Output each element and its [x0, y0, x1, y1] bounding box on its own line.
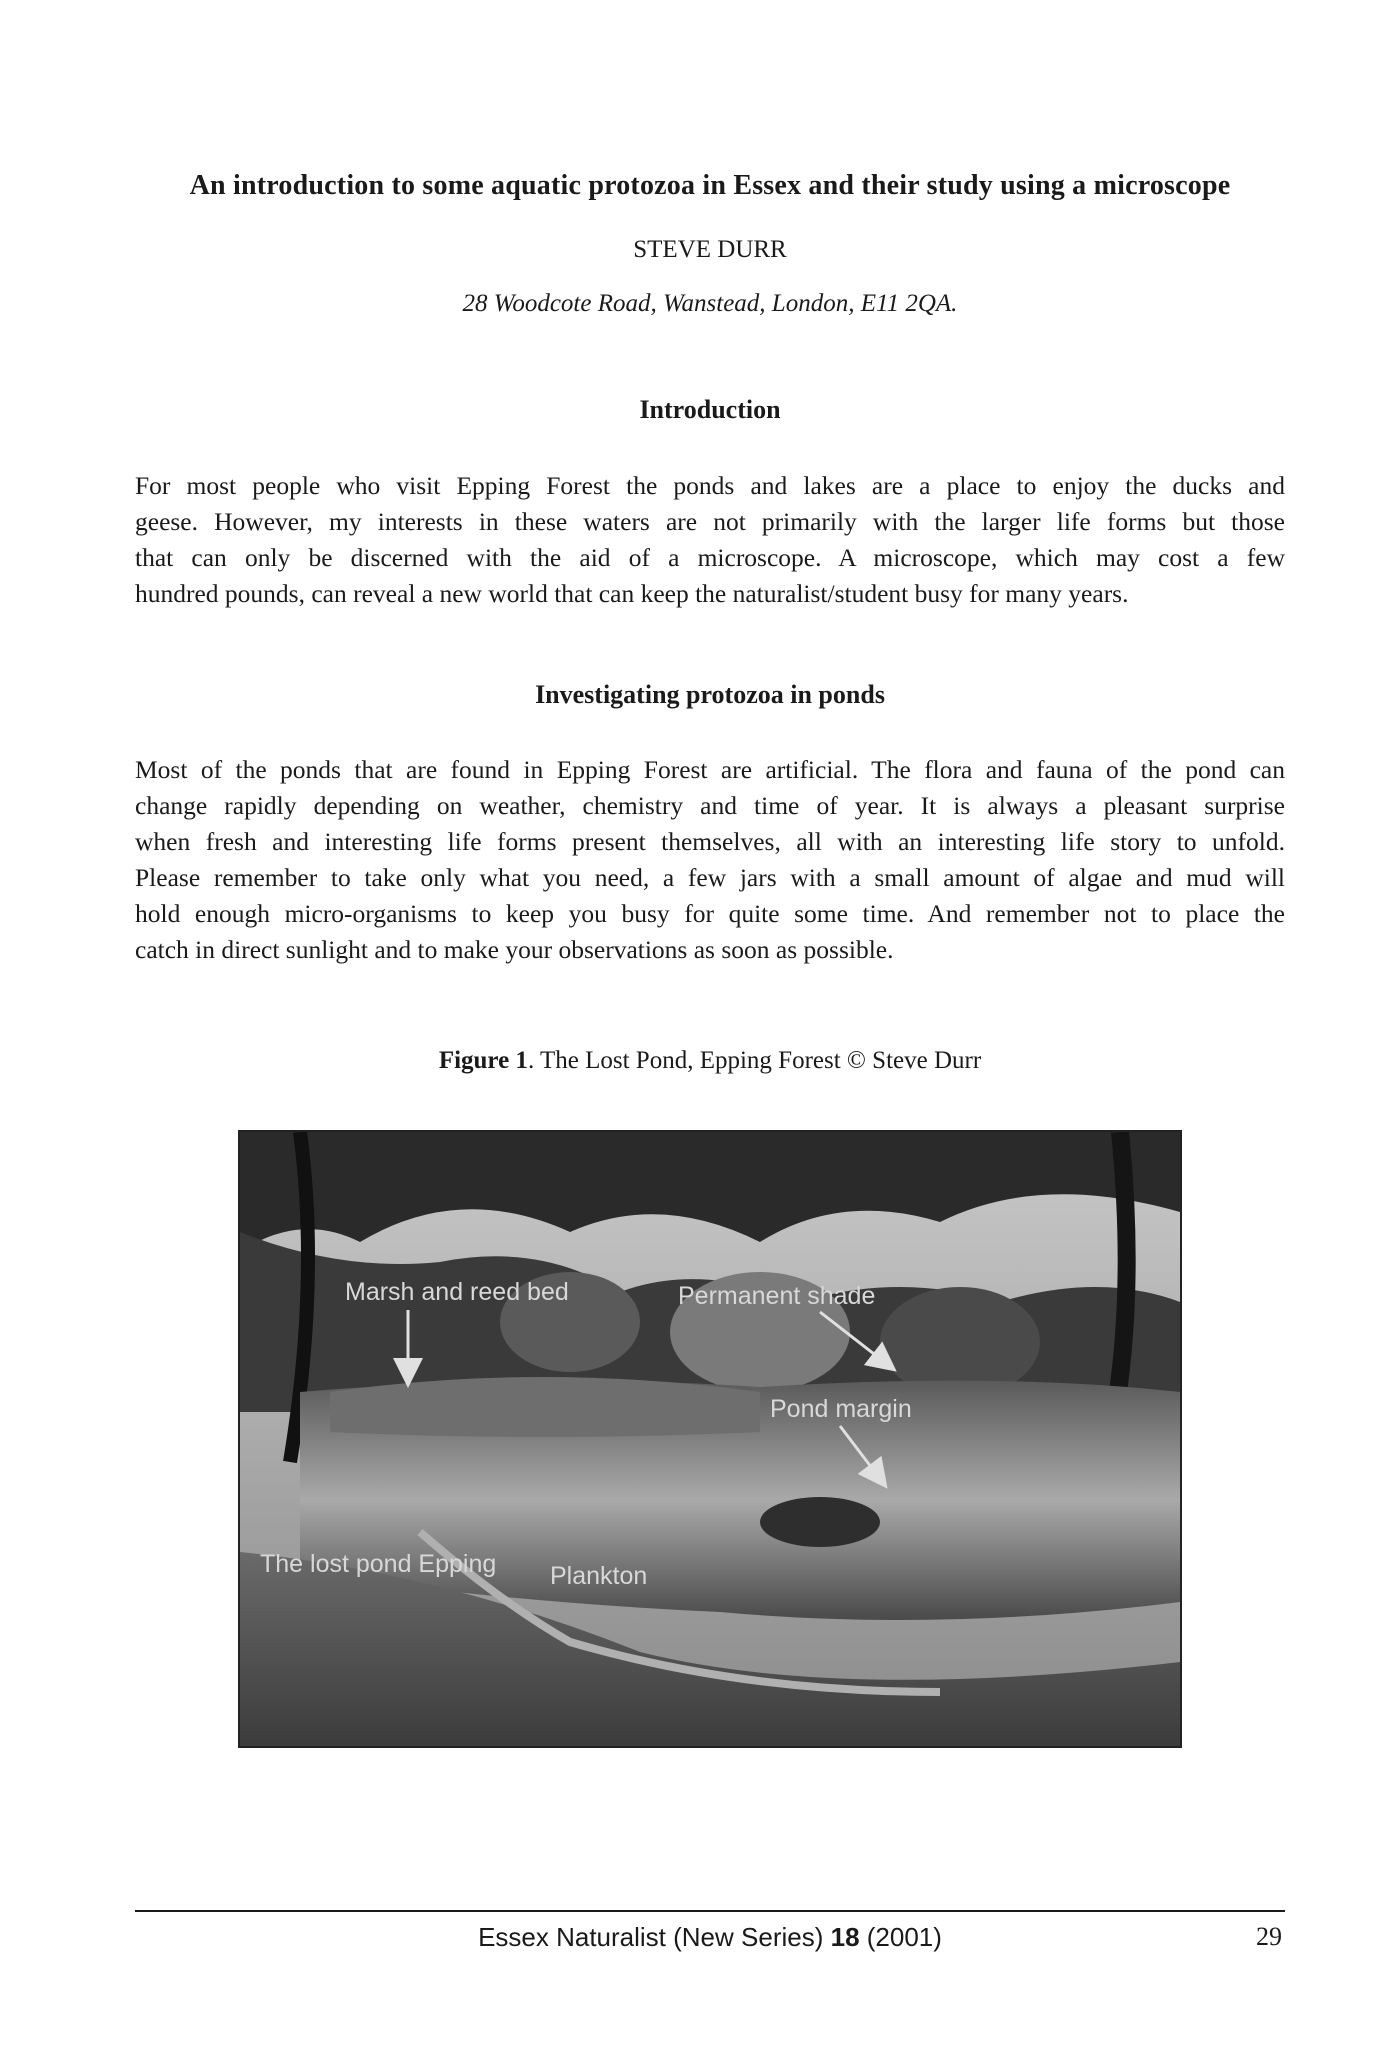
article-title: An introduction to some aquatic protozoa in Essex and their study using a microscope [189, 170, 1231, 201]
journal-footer [0, 1922, 1400, 1953]
journal-year: (2001) [866, 1922, 942, 1952]
page-number: 29 [1256, 1922, 1282, 1951]
paragraph-introduction [135, 468, 1285, 612]
paragraph-line: hold enough micro-organisms to keep you busy for quite some time. And remember not to place the [135, 899, 1285, 928]
paragraph-line: Please remember to take only what you need, a few jars with a small amount of algae and mud will [135, 863, 1285, 892]
section-heading-investigating: Investigating protozoa in ponds [535, 680, 885, 709]
paragraph-line: geese. However, my interests in these waters are not primarily with the larger life forms but those [135, 507, 1285, 536]
paragraph-line: catch in direct sunlight and to make your observations as soon as possible. [135, 935, 894, 964]
paragraph-line: that can only be discerned with the aid of a microscope. A microscope, which may cost a few [135, 543, 1285, 572]
footer-rule [135, 1910, 1285, 1912]
journal-volume: 18 [830, 1922, 860, 1952]
pond-photograph [238, 1130, 1182, 1748]
pond-photo-illustration [240, 1132, 1180, 1746]
figure-caption-text: . The Lost Pond, Epping Forest © Steve Durr [527, 1047, 982, 1074]
island-reeds [760, 1497, 880, 1547]
label-plankton: Plankton [550, 1562, 648, 1590]
paragraph-line: change rapidly depending on weather, chemistry and time of year. It is always a pleasant surprise [135, 791, 1285, 820]
figure-label: Figure 1 [438, 1047, 528, 1074]
paragraph-investigating [135, 752, 1285, 968]
paragraph-line: hundred pounds, can reveal a new world that can keep the naturalist/student busy for many years. [135, 579, 1129, 608]
paragraph-line: when fresh and interesting life forms present themselves, all with an interesting life story to unfold. [135, 827, 1285, 856]
figure-caption [0, 1047, 1400, 1075]
author-address: 28 Woodcote Road, Wanstead, London, E11 2QA. [462, 290, 958, 317]
journal-name: Essex Naturalist (New Series) [478, 1922, 824, 1952]
tree-clump [880, 1287, 1040, 1397]
reed-bed [330, 1377, 760, 1437]
label-shade: Permanent shade [678, 1282, 876, 1310]
paragraph-line: Most of the ponds that are found in Epping Forest are artificial. The flora and fauna of the pond can [135, 755, 1285, 784]
paragraph-line: For most people who visit Epping Forest the ponds and lakes are a place to enjoy the ducks and [135, 471, 1285, 500]
label-photo-title: The lost pond Epping [260, 1550, 497, 1578]
author-name: STEVE DURR [633, 236, 787, 263]
label-margin: Pond margin [770, 1395, 912, 1423]
label-marsh: Marsh and reed bed [345, 1278, 569, 1306]
section-heading-introduction: Introduction [639, 395, 781, 424]
